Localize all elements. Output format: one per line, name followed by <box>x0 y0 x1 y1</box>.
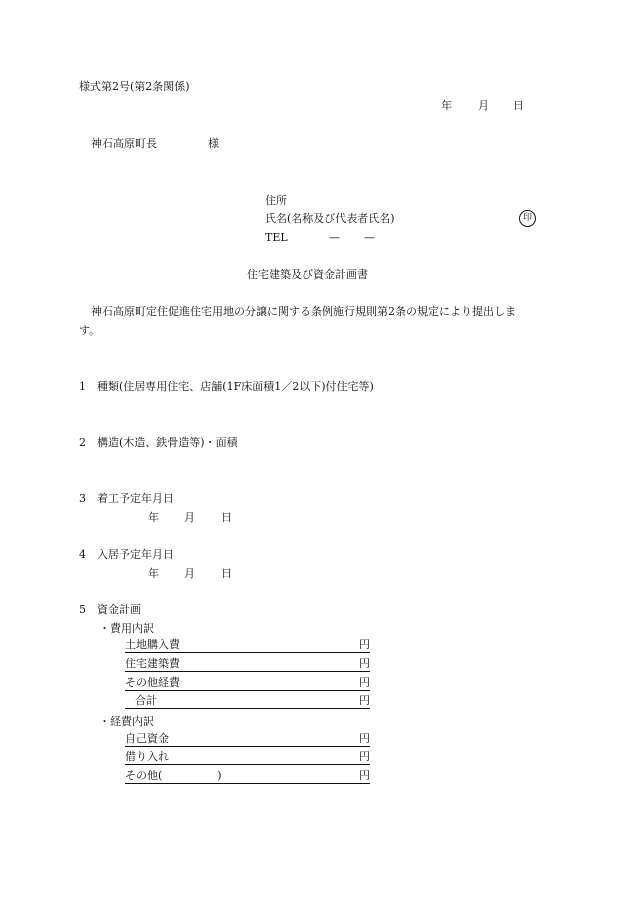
addressee-name: 神石高原町長 <box>91 137 157 150</box>
cost-row-other <box>125 676 370 691</box>
form-number: 様式第2号(第2条関係) <box>79 80 190 93</box>
intro-line-2: す。 <box>79 324 101 337</box>
yen-unit: 円 <box>359 638 370 651</box>
date-year-label: 年 <box>441 99 452 112</box>
yen-unit: 円 <box>359 769 370 782</box>
start-day-label: 日 <box>221 511 232 524</box>
tel-label: TEL <box>265 231 288 244</box>
source-label: 借り入れ <box>125 750 169 763</box>
name-label: 氏名(名称及び代表者氏名) <box>265 212 395 225</box>
tel-dash-2: — <box>364 231 375 244</box>
sources-heading: ・経費内訳 <box>99 715 154 728</box>
source-row-own-funds <box>125 732 370 747</box>
intro-line-1: 神石高原町定住促進住宅用地の分譲に関する条例施行規則第2条の規定により提出しま <box>91 305 516 318</box>
movein-day-label: 日 <box>221 567 232 580</box>
item-3-construction-start: 3 着工予定年月日 <box>79 492 174 505</box>
item-1-type: 1 種類(住居専用住宅、店舗(1F床面積1／2以下)付住宅等) <box>79 380 374 393</box>
source-row-loan <box>125 750 370 765</box>
seal-mark: 印 <box>519 210 536 227</box>
yen-unit: 円 <box>359 750 370 763</box>
yen-unit: 円 <box>359 732 370 745</box>
costs-heading: ・費用内訳 <box>99 622 154 635</box>
document-title: 住宅建築及び資金計画書 <box>247 268 368 281</box>
cost-row-building <box>125 657 370 672</box>
item-2-structure: 2 構造(木造、鉄骨造等)・面積 <box>79 436 238 449</box>
addressee-suffix: 様 <box>208 137 219 150</box>
yen-unit: 円 <box>359 676 370 689</box>
date-month-label: 月 <box>478 99 489 112</box>
start-month-label: 月 <box>184 511 195 524</box>
movein-month-label: 月 <box>184 567 195 580</box>
cost-row-land <box>125 638 370 653</box>
cost-label: 土地購入費 <box>125 638 180 651</box>
source-label: その他( ) <box>125 769 222 782</box>
start-year-label: 年 <box>148 511 159 524</box>
cost-label: 住宅建築費 <box>125 657 180 670</box>
yen-unit: 円 <box>359 657 370 670</box>
cost-label: 合計 <box>135 694 157 707</box>
source-row-other <box>125 769 370 784</box>
item-4-move-in: 4 入居予定年月日 <box>79 548 174 561</box>
tel-dash-1: — <box>329 231 340 244</box>
yen-unit: 円 <box>359 694 370 707</box>
cost-row-total <box>125 694 370 709</box>
cost-label: その他経費 <box>125 676 180 689</box>
address-label: 住所 <box>265 194 287 207</box>
source-label: 自己資金 <box>125 732 169 745</box>
movein-year-label: 年 <box>148 567 159 580</box>
date-day-label: 日 <box>513 99 524 112</box>
item-5-funding-plan: 5 資金計画 <box>79 603 141 616</box>
